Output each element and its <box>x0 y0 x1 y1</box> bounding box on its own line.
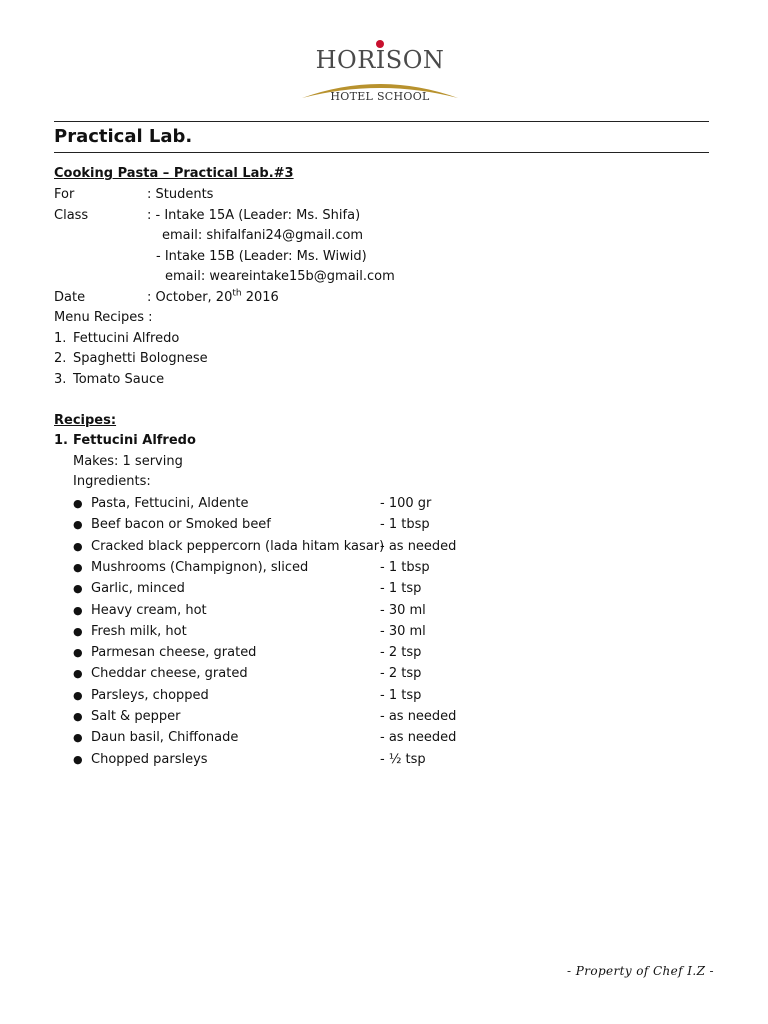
bullet-icon: ● <box>73 497 83 510</box>
ingredient-quantity: - as needed <box>380 730 457 745</box>
lab-heading: Cooking Pasta – Practical Lab.#3 <box>54 166 294 181</box>
ingredient-quantity: - 2 tsp <box>380 645 422 660</box>
logo-subtitle: HOTEL SCHOOL <box>330 90 430 103</box>
ingredient-quantity: - 1 tsp <box>380 581 422 596</box>
date-value: : October, 20th 2016 <box>147 288 279 305</box>
ingredient-quantity: - 1 tbsp <box>380 517 430 532</box>
recipe-1-name: Fettucini Alfredo <box>73 433 196 448</box>
ingredient-name: Cheddar cheese, grated <box>91 666 248 681</box>
class-email-1: email: shifalfani24@gmail.com <box>162 228 364 243</box>
menu-item-3: Tomato Sauce <box>73 372 165 387</box>
menu-item-1-num: 1. <box>54 331 67 346</box>
recipe-1-makes: Makes: 1 serving <box>73 454 183 469</box>
class-line-2: - Intake 15B (Leader: Ms. Wiwid) <box>156 249 367 264</box>
menu-label: Menu Recipes : <box>54 310 153 325</box>
bullet-icon: ● <box>73 753 83 766</box>
for-label: For <box>54 187 75 202</box>
ingredient-name: Mushrooms (Champignon), sliced <box>91 560 309 575</box>
ingredient-quantity: - 30 ml <box>380 603 426 618</box>
ingredient-quantity: - ½ tsp <box>380 752 426 767</box>
bullet-icon: ● <box>73 625 83 638</box>
ingredient-name: Beef bacon or Smoked beef <box>91 517 271 532</box>
ingredient-name: Pasta, Fettucini, Aldente <box>91 496 249 511</box>
class-email-2: email: weareintake15b@gmail.com <box>165 269 395 284</box>
bullet-icon: ● <box>73 667 83 680</box>
bullet-icon: ● <box>73 582 83 595</box>
ingredient-name: Daun basil, Chiffonade <box>91 730 239 745</box>
ingredient-name: Fresh milk, hot <box>91 624 187 639</box>
ingredient-name: Cracked black peppercorn (lada hitam kasar) <box>91 539 385 554</box>
ingredient-quantity: - 1 tsp <box>380 688 422 703</box>
ingredient-quantity: - as needed <box>380 709 457 724</box>
page-title: Practical Lab. <box>54 126 193 147</box>
recipe-1-num: 1. <box>54 433 68 448</box>
bullet-icon: ● <box>73 731 83 744</box>
top-rule <box>54 121 709 122</box>
logo-brand: HORISON <box>315 46 445 74</box>
menu-item-3-num: 3. <box>54 372 67 387</box>
ingredient-quantity: - 30 ml <box>380 624 426 639</box>
date-label: Date <box>54 290 86 305</box>
bullet-icon: ● <box>73 646 83 659</box>
bullet-icon: ● <box>73 710 83 723</box>
class-label: Class <box>54 208 89 223</box>
menu-item-2-num: 2. <box>54 351 67 366</box>
for-value: : Students <box>147 187 214 202</box>
bullet-icon: ● <box>73 604 83 617</box>
bullet-icon: ● <box>73 689 83 702</box>
menu-item-1: Fettucini Alfredo <box>73 331 180 346</box>
bullet-icon: ● <box>73 561 83 574</box>
class-line-1: : - Intake 15A (Leader: Ms. Shifa) <box>147 208 361 223</box>
ingredient-quantity: - as needed <box>380 539 457 554</box>
bullet-icon: ● <box>73 518 83 531</box>
footer-note: - Property of Chef I.Z - <box>567 964 714 978</box>
ingredient-name: Parsleys, chopped <box>91 688 209 703</box>
ingredient-name: Garlic, minced <box>91 581 185 596</box>
recipes-heading: Recipes: <box>54 413 117 428</box>
title-rule <box>54 152 709 153</box>
bullet-icon: ● <box>73 540 83 553</box>
ingredient-name: Chopped parsleys <box>91 752 208 767</box>
ingredient-name: Salt & pepper <box>91 709 181 724</box>
ingredient-quantity: - 1 tbsp <box>380 560 430 575</box>
ingredient-quantity: - 2 tsp <box>380 666 422 681</box>
ingredient-quantity: - 100 gr <box>380 496 432 511</box>
recipe-1-ingredients-label: Ingredients: <box>73 474 151 489</box>
menu-item-2: Spaghetti Bolognese <box>73 351 208 366</box>
ingredient-name: Parmesan cheese, grated <box>91 645 257 660</box>
ingredient-name: Heavy cream, hot <box>91 603 207 618</box>
